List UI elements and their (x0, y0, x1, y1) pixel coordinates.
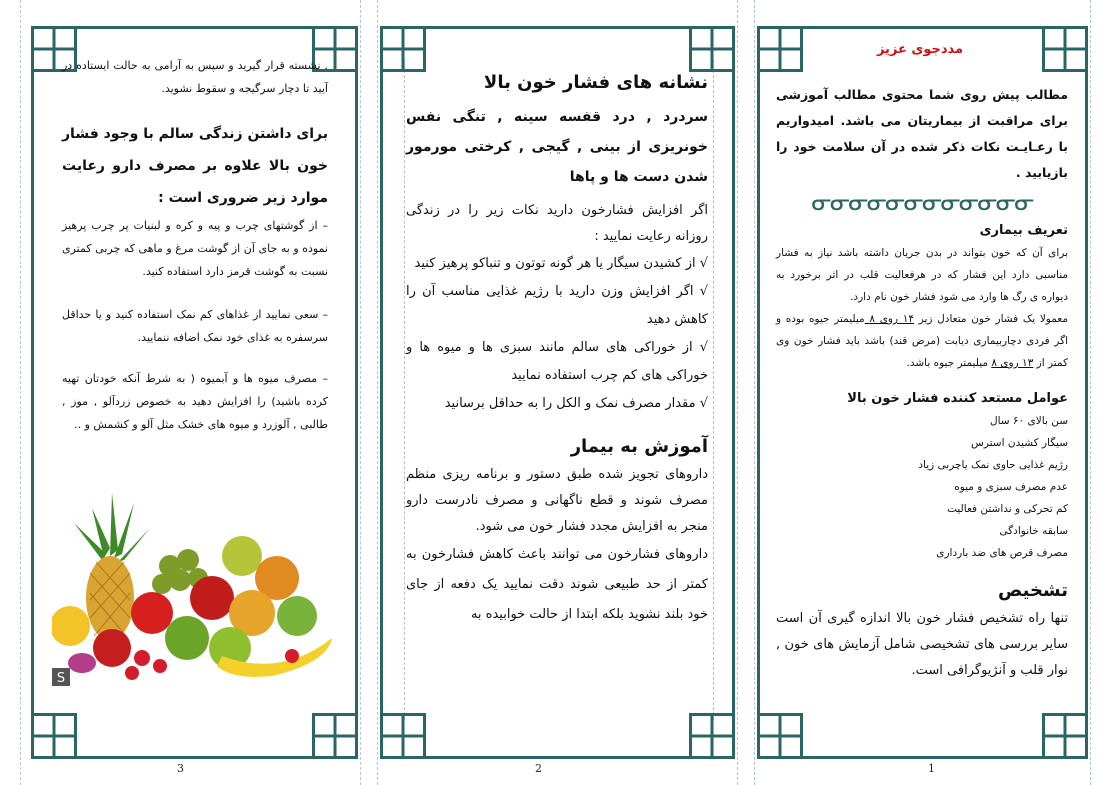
panel-3-corner-br (312, 713, 358, 759)
page-number-3: 3 (177, 762, 184, 775)
page-3-left-guide (20, 0, 21, 785)
tip-low-salt: – سعی نمایید از غذاهای کم نمک استفاده کنید و یا حداقل سرسفره به غذای خود نمک اضافه ننمایید. (62, 308, 328, 344)
panel-1-content (776, 82, 1068, 684)
page-3-right-guide (360, 0, 361, 785)
panel-1-corner-tl (757, 26, 803, 72)
definition-heading: تعریف بیماری (979, 223, 1068, 238)
page-1-right-guide (1090, 0, 1091, 785)
page-1-left-guide (754, 0, 755, 785)
bp-diabetic-value: ۱۳ روی ۸ (991, 357, 1034, 369)
panel-2-corner-br (689, 713, 735, 759)
diagnosis-text: تنها راه تشخیص فشار خون بالا اندازه گیری آن است سایر بررسی های تشخیصی شامل آزمایش های خون , نوار قلب و آنژیوگرافی است. (776, 611, 1068, 678)
definition-text-2 (776, 308, 1068, 374)
panel-1-corner-bl (757, 713, 803, 759)
panel-2-content (406, 68, 708, 630)
definition-text-2-end: میلیمتر جیوه باشد. (906, 357, 992, 369)
definition-text-1: برای آن که خون بتواند در بدن جریان داشته باشد نیاز به فشار مناسبی دارد این فشار که در هرفعالیت قلب در اثر برخورد به دیواره ی رگ ها وارد می شود فشار خون نام دارد. (776, 247, 1068, 303)
definition-text-2-post: میلیمتر جیوه بوده و اگر فردی دچاربیماری دیابت (مرض قند) باشد باید فشار خون وی کمتر از (776, 313, 1068, 369)
panel-1-corner-br (1042, 713, 1088, 759)
signs-text: سردرد , درد قفسه سینه , تنگی نفس خونریزی از بینی , گیجی , کرختی مورمور شدن دست ها و پاها (406, 109, 708, 185)
advice-item-3: √ از خوراکی های سالم مانند سبزی ها و میوه ها و خوراکی های کم چرب استفاده نمایید (406, 340, 708, 383)
bp-normal-value: ۱۴ روی ۸ (864, 313, 915, 325)
panel-3-content (62, 54, 328, 436)
panel-2-corner-tr (689, 26, 735, 72)
education-heading: آموزش به بیمار (570, 436, 708, 457)
tip-fruit: – مصرف میوه ها و آبمیوه ( به شرط آنکه خودتان تهیه کرده باشید) را افزایش دهید به خصوص زردآلو , موز , طالبی , آلوزرد و میوه های خشک مثل آلو و کشمش و .. (62, 372, 328, 431)
page-2-left-guide (377, 0, 378, 785)
continuation-text: . نشسته قرار گیرید و سپس به آرامی به حالت ایستاده در آیید تا دچار سرگیجه و سقوط نشوید. (62, 59, 328, 95)
risk-item: عدم مصرف سبزی و میوه (954, 481, 1068, 493)
wave-ornament: ᓂᓂᓂᓂᓂᓂᓂᓂᓂᓂᓂᓂ (811, 188, 1033, 216)
risk-item: سن بالای ۶۰ سال (989, 415, 1068, 427)
education-text-1: داروهای تجویز شده طبق دستور و برنامه ریزی منظم مصرف شوند و قطع ناگهانی و مصرف نادرست دارو منجر به افزایش مجدد فشار خون می شود. (406, 467, 708, 534)
education-text-2: داروهای فشارخون می توانند باعث کاهش فشارخون به کمتر از حد طبیعی شوند دقت نمایید یک دفعه از جای خود بلند نشوید بلکه ابتدا از حالت خوابیده به (406, 547, 708, 622)
risk-item: سابقه خانوادگی (999, 525, 1068, 537)
diagnosis-heading: تشخیص (998, 580, 1068, 601)
intro-text: مطالب پیش روی شما محتوی مطالب آموزشی برای مراقبت از بیماریتان می باشد. امیدواریم با رعـایـت نکات ذکر شده در آن سلامت خود را بازیابید . (776, 87, 1068, 180)
panel-2-corner-bl (380, 713, 426, 759)
risk-item: رژیم غذایی حاوی نمک یاچربی زیاد (918, 459, 1068, 471)
healthy-life-heading: برای داشتن زندگی سالم با وجود فشار خون بالا علاوه بر مصرف دارو رعایت موارد زیر ضروری است : (62, 126, 328, 206)
page-2-right-guide (737, 0, 738, 785)
tip-fatty-meats: – از گوشتهای چرب و پیه و کره و لبنیات پر چرب پرهیز نموده و به جای آن از گوشت مرغ و ماهی که چربی کمتری نسبت به گوشت قرمز دارد استفاده کنید. (62, 219, 328, 278)
panel-3-corner-bl (31, 713, 77, 759)
greeting-title: مددجوی عزیز (876, 42, 964, 57)
definition-text-2-pre: معمولا یک فشار خون متعادل زیر (914, 313, 1068, 325)
panel-2-corner-tl (380, 26, 426, 72)
risk-item: سیگار کشیدن استرس (971, 437, 1068, 449)
panel-1-corner-tr (1042, 26, 1088, 72)
advice-item-1: √ از کشیدن سیگار یا هر گونه توتون و تنباکو پرهیز کنید (414, 256, 708, 271)
advice-item-2: √ اگر افزایش وزن دارید با رژیم غذایی مناسب آن را کاهش دهید (406, 284, 708, 327)
page-number-1: 1 (928, 762, 935, 775)
advice-item-4: √ مقدار مصرف نمک و الکل را به حداقل برسانید (444, 396, 708, 411)
svg-text:S: S (56, 671, 66, 686)
advice-intro: اگر افزایش فشارخون دارید نکات زیر را در زندگی روزانه رعایت نمایید : (406, 203, 708, 244)
fruit-basket-image (52, 488, 337, 688)
risk-heading: عوامل مستعد کننده فشار خون بالا (847, 391, 1068, 406)
page-number-2: 2 (535, 762, 542, 775)
signs-heading: نشانه های فشار خون بالا (483, 72, 708, 93)
risk-item: مصرف قرص های ضد بارداری (936, 547, 1068, 559)
risk-item: کم تحرکی و نداشتن فعالیت (947, 503, 1068, 515)
